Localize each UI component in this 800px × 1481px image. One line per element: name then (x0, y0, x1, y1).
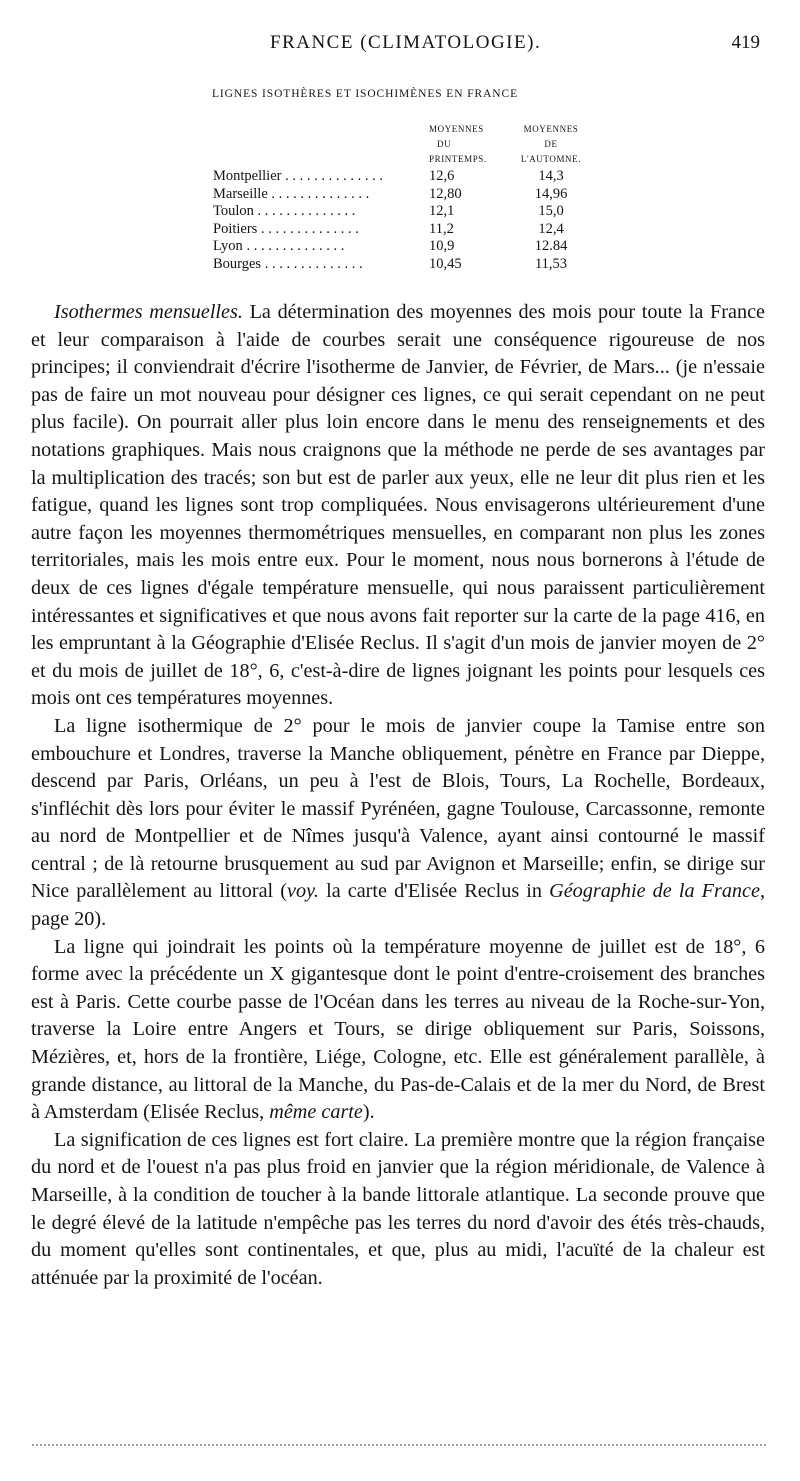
leader-dots: . . . . . . . . . . . . . . (281, 168, 383, 184)
autumn-header-line: DE (544, 139, 558, 149)
running-head (0, 32, 800, 56)
city-cell (213, 256, 429, 274)
paragraph-signification (31, 1127, 765, 1293)
climate-table (213, 122, 591, 273)
page-header-title: FRANCE (CLIMATOLOGIE). (270, 32, 542, 53)
page-number: 419 (731, 32, 760, 53)
table-row (213, 221, 591, 239)
autumn-value: 11,53 (534, 255, 568, 272)
table-row (213, 256, 591, 274)
spring-value: 11,2 (429, 220, 454, 237)
spring-header-line: MOYENNES (429, 124, 484, 134)
paragraph-text: , page 20). (31, 880, 765, 931)
paragraph-text: La ligne isothermique de 2° pour le mois de janvier coupe la Tamise entre son embouchure et Londres, traverse la Manche obliquement, pénètre en France par Dieppe, descend par Paris, Orléans, un peu à l'est de Blois, Tours, La Rochelle, Bordeaux, s'infléchit dès lors pour éviter le massif Pyrénéen, gagne Toulouse, Carcassonne, remonte au nord de Montpellier et de Nîmes jusqu'à Valence, ayant ainsi contourné le massif central ; de là retourne brusquement au sud par Avignon et Marseille; enfin, se dirige sur Nice parallèlement au littoral ( (31, 714, 765, 903)
table-header-row (213, 122, 591, 168)
spring-header-line: PRINTEMPS. (429, 154, 487, 164)
city-cell (213, 221, 429, 239)
leader-dots: . . . . . . . . . . . . . . (267, 185, 370, 202)
voy-italic: voy. (287, 880, 319, 903)
spring-value: 10,45 (429, 255, 462, 272)
autumn-column-header (511, 122, 591, 168)
city-name: Poitiers (213, 220, 258, 237)
leader-dots: . . . . . . . . . . . . . . (253, 203, 356, 219)
paragraph-text: La signification de ces lignes est fort claire. La première montre que la région française du nord et de l'ouest n'a pas plus froid en janvier que la région méridionale, de Valence à Marseille, à la condition de toucher à la bande littorale atlantique. La seconde prouve que le degré élevé de la latitude n'empêche pas les terres du nord d'avoir des étés très-chauds, du moment qu'elles sont continentales, et que, plus au midi, l'acuïté de la chaleur est atténuée par la proximité de l'océan. (31, 1128, 765, 1289)
table-row (213, 203, 591, 221)
paragraph-janvier-line (31, 713, 765, 934)
meme-carte-italic: même carte (269, 1101, 363, 1124)
city-name: Lyon (213, 238, 243, 254)
city-column-header (213, 122, 429, 168)
table-row (213, 186, 591, 204)
city-cell (213, 203, 429, 221)
city-cell (213, 186, 429, 204)
autumn-value: 14,96 (534, 185, 568, 202)
book-title-italic: Géographie de la France (549, 880, 760, 903)
spring-value: 12,1 (429, 203, 455, 219)
spring-value: 12,80 (429, 185, 462, 202)
section-heading-italic: Isothermes mensuelles. (54, 301, 243, 323)
autumn-value: 12,4 (538, 220, 564, 237)
leader-dots: . . . . . . . . . . . . . . (261, 255, 363, 272)
autumn-header-line: L'AUTOMNE. (520, 154, 582, 164)
city-cell (213, 238, 429, 256)
leader-dots: . . . . . . . . . . . . . . (257, 220, 359, 237)
city-name: Marseille (213, 185, 268, 202)
autumn-value: 12.84 (534, 238, 568, 254)
autumn-value: 15,0 (538, 203, 564, 219)
paragraph-text: La ligne qui joindrait les points où la température moyenne de juillet est de 18°, 6 forme avec la précédente un X gigantesque dont le point d'entre-croisement des branches est à Paris. Cette courbe passe de l'Océan dans les terres au niveau de la Roche-sur-Yon, traverse la Loire entre Angers et Tours, se dirige obliquement sur Paris, Soissons, Mézières, et, hors de la frontière, Liége, Cologne, etc. Elle est généralement parallèle, à grande distance, au littoral de la Manche, du Pas-de-Calais et de la mer du Nord, de Brest à Amsterdam (Elisée Reclus, (31, 935, 765, 1124)
autumn-value: 14,3 (538, 168, 564, 184)
autumn-header-line: MOYENNES (523, 124, 579, 134)
table-row (213, 238, 591, 256)
paragraph-text: la carte d'Elisée Reclus in (318, 880, 550, 903)
table-heading: LIGNES ISOTHÈRES ET ISOCHIMÈNES EN FRANCE (212, 88, 518, 100)
leader-dots: . . . . . . . . . . . . . . (242, 238, 345, 254)
city-cell (213, 168, 429, 186)
spring-value: 12,6 (429, 168, 455, 184)
spring-value: 10,9 (429, 238, 455, 254)
spring-header-line: DU (437, 139, 452, 149)
body-text (31, 299, 765, 1292)
paragraph-text: La détermination des moyennes des mois pour toute la France et leur comparaison à l'aide de courbes serait une conséquence rigoureuse de nos principes; il conviendrait d'écrire l'isotherme de Janvier, de Février, de Mars... (je n'essaie pas de faire un mot nouveau pour désigner ces lignes, ce qui serait cependant on ne peut plus facile). On pourrait aller plus loin encore dans le menu des renseignements et des notations graphiques. Mais nous craignons que la méthode ne perde de ses avantages par la multiplication des tracés; son but est de parler aux yeux, elle ne leur dit plus rien et les fatigue, quand les lignes sont trop compliquées. Nous envisagerons ultérieurement d'une autre façon les moyennes thermométriques mensuelles, en comparant non plus les zones territoriales, mais les mois entre eux. Pour le moment, nous nous bornerons à l'étude de deux de ces lignes d'égale température mensuelle, qui nous paraissent particulièrement intéressantes et significatives et que nous avons fait reporter sur la carte de la page 416, en les empruntant à la Géographie d'Elisée Reclus. Il s'agit d'un mois de janvier moyen de 2° et du mois de juillet de 18°, 6, c'est-à-dire de lignes joignant les points pour lesquels ces mois ont ces températures moyennes. (31, 301, 765, 710)
paragraph-isothermes (31, 299, 765, 713)
spring-column-header (429, 122, 511, 168)
paragraph-juillet-line (31, 934, 765, 1127)
city-name: Montpellier (213, 168, 282, 184)
city-name: Bourges (213, 255, 262, 272)
paragraph-text: ). (362, 1101, 375, 1124)
city-name: Toulon (213, 203, 254, 219)
table-row (213, 168, 591, 186)
footer-dotted-rule (32, 1444, 766, 1446)
